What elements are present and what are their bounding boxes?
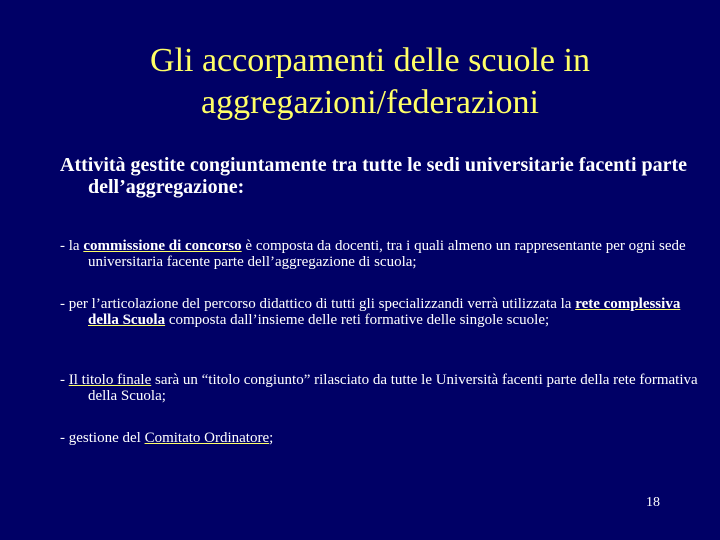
title-line-2: aggregazioni/federazioni	[201, 84, 539, 121]
rete-link[interactable]: rete complessiva della Scuola	[88, 296, 681, 328]
lead-paragraph	[60, 154, 708, 198]
comitato-link[interactable]: Comitato Ordinatore	[144, 430, 270, 446]
titolo-link[interactable]: Il titolo finale	[68, 372, 152, 388]
page-number: 18	[646, 495, 660, 510]
bullet-prefix: - la	[60, 238, 84, 254]
bullet-text: è composta da docenti, tra i quali almeno un rappresentante per ogni sede universitaria facente parte dell’aggregazione di scuola;	[88, 238, 686, 270]
bullet-item-comitato	[60, 430, 708, 446]
bullet-prefix: -	[60, 372, 69, 388]
bullet-item-rete	[60, 296, 708, 328]
lead-bold-text: Attività gestite congiuntamente tra tutte le sedi universitarie facenti parte dell’aggregazione	[60, 154, 688, 198]
title-line-1: Gli accorpamenti delle scuole in	[150, 42, 590, 79]
bullet-text: composta dall’insieme delle reti formative delle singole scuole;	[165, 312, 550, 328]
slide-title	[60, 40, 680, 124]
bullet-prefix: - gestione del	[60, 430, 145, 446]
commissione-link[interactable]: commissione di concorso	[83, 238, 242, 254]
lead-colon: :	[237, 176, 245, 198]
bullet-text: ;	[269, 430, 274, 446]
bullet-text: sarà un “titolo congiunto” rilasciato da tutte le Università facenti parte della rete formativa della Scuola;	[88, 372, 698, 404]
bullet-item-titolo	[60, 372, 708, 404]
bullet-item-commissione	[60, 238, 708, 270]
bullet-prefix: - per l’articolazione del percorso didattico di tutti gli specializzandi verrà utilizzata la	[60, 296, 576, 312]
